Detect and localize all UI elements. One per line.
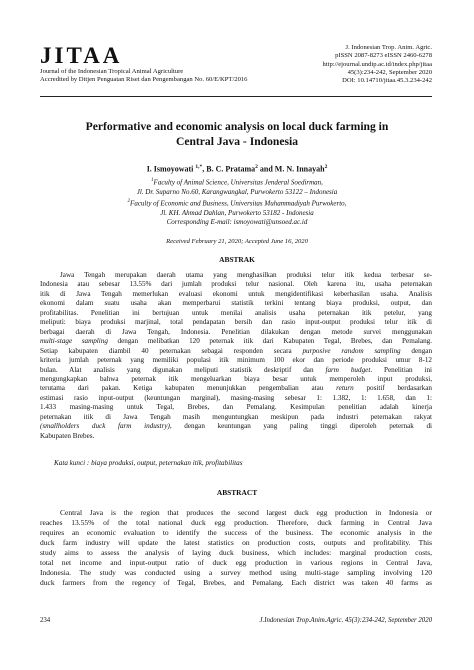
abstract-line: duck farmers from the regency of Tegal, Brebes, and Pemalang. Each district was taken 40 farms as: [40, 578, 432, 587]
accreditation-note: Accredited by Ditjen Penguatan Riset dan Pengembangan No. 60/E/KPT/2016: [40, 76, 248, 84]
footer-journal-reference: J.Indonesian Trop.Anim.Agric. 45(3):234-242, September 2020: [259, 617, 432, 624]
abstrak-line: meliputi: biaya produksi marjinal, total pendapatan bersih dan rasio input-output produksi telur itik di: [40, 318, 432, 327]
abstrak-line: Indonesia atau sebesar 13.55% dari jumlah produksi telur nasional. Oleh karena itu, usaha peternakan: [40, 280, 432, 289]
title-line-1: Performative and economic analysis on local duck farming in: [85, 120, 389, 133]
journal-masthead: [40, 44, 270, 85]
abstract-line: requires an economic evaluation to identify the success of the business. The economic analysis in the: [40, 528, 432, 537]
abstrak-body: [40, 271, 432, 441]
affiliation-1-line-2: Jl. Dr. Suparno No.60, Karangwangkal, Purwokerto 53122 – Indonesia: [136, 187, 338, 196]
issn-line: pISSN 2087-8273 eISSN 2460-6278: [335, 52, 432, 60]
abstrak-line: 1.433 masing-masing untuk Tegal, Brebes, dan Pemalang. Kesimpulan penelitian adalah kinerja: [40, 403, 432, 412]
doi-line[interactable]: DOI: 10.14710/jitaa.45.3.234-242: [342, 77, 432, 85]
journal-name: Journal of the Indonesian Tropical Animal Agriculture: [40, 68, 184, 75]
abstrak-line: (smallholders duck farm industry), dengan keuntungan yang paling tinggi diperoleh peternak di: [40, 422, 432, 431]
abstrak-line: berbagai daerah di Jawa Tengah, Indonesia. Penelitian dilakukan dengan metode survei menggunakan: [40, 327, 432, 336]
author-1-sup: 1,*: [195, 164, 203, 170]
received-accepted-dates: Received February 21, 2020; Accepted June 16, 2020: [166, 238, 308, 245]
journal-logo: JITAA: [40, 43, 123, 68]
abstrak-line: Jawa Tengah merupakan daerah utama yang menghasilkan produksi telur itik kedua terbesar se-: [60, 271, 432, 279]
abstrak-heading: ABSTRAK: [219, 255, 255, 264]
affiliations: [40, 176, 434, 227]
abstrak-line: bulan. Alat analisis yang digunakan meliputi statistik deskriptif dan farm budget. Penelitian ini: [40, 365, 433, 374]
affiliation-2-sup: 2: [127, 198, 131, 204]
abstract-line: duck farm industry will update the latest statistics on production costs, outputs and profitability. This: [40, 538, 432, 547]
article-title: [40, 119, 434, 149]
author-3: and M. N. Innayah: [257, 164, 325, 174]
abstract-line: study aims to assess the analysis of laying duck business, which includes: marginal production costs,: [40, 548, 432, 557]
author-2: , B. C. Pratama: [202, 164, 256, 174]
abstract-line: Indonesia. The study was conducted using a survey method using multi-stage sampling involving 120: [40, 568, 432, 577]
abstract-body: [40, 508, 432, 588]
affiliation-1-line-1: Faculty of Animal Science, Universitas Jenderal Soedirman,: [153, 178, 323, 187]
affiliation-2-line-2: Jl. KH. Ahmad Dahlan, Purwokerto 53182 - Indonesia: [160, 208, 314, 217]
volume-issue: 45(3):234-242, September 2020: [347, 68, 432, 76]
abstract-line: total net income and input-output ratio of duck egg production in various regions in Central Java,: [40, 558, 432, 567]
abstrak-line: Kabupaten Brebes.: [40, 431, 95, 440]
author-3-sup: 2: [324, 164, 328, 170]
affiliation-2-line-1: Faculty of Economic and Business, Universitas Muhammadiyah Purwokerto,: [130, 199, 347, 208]
affiliation-1-sup: 1: [151, 178, 154, 183]
kata-kunci: Kata kunci : biaya produksi, output, peternakan itik, profitabilitas: [54, 459, 243, 467]
abstrak-line: mengungkapkan bahwa peternak itik mengeluarkan biaya besar untuk memperoleh input produksi,: [40, 374, 432, 383]
affiliation-2: [40, 197, 434, 209]
affiliation-1: [40, 176, 434, 188]
journal-info: [322, 44, 432, 85]
corresponding-email: Corresponding E-mail: ismoyowati@unsoed.ac.id: [166, 217, 308, 226]
abstrak-line: peternakan itik di Jawa Tengah masih menguntungkan meskipun pada industri peternakan rakyat: [40, 412, 432, 421]
author-list: [40, 162, 434, 175]
abstrak-line: profitabilitas. Penelitian ini bertujuan untuk menilai analisis usaha peternakan itik petelur, yang: [40, 308, 432, 317]
abstrak-line: terutama dari pakan. Ketiga kabupaten menunjukkan pengembalian atau return positif berdasarkan: [40, 384, 432, 393]
abstrak-line: Setiap kabupaten diambil 40 peternakan sebagai responden secara purposive random sampling dengan: [40, 346, 433, 355]
header-divider: [40, 96, 432, 97]
abstract-line: reaches 13.55% of the total national duck egg production. Therefore, duck farming in Central Java: [40, 518, 432, 527]
page-number: 234: [40, 617, 51, 624]
abstract-line: Central Java is the region that produces the second largest duck egg production in Indonesia or: [60, 508, 432, 517]
abstrak-line: kriteria jumlah peternak yang memiliki populasi itik minimum 100 ekor dan periode produksi umur 8-12: [40, 356, 432, 365]
abstrak-line: ekonomi dalam suatu usaha akan memperbarui statistik terkini tentang biaya produksi, output, dan: [40, 299, 432, 308]
abstrak-line: itik di Jawa Tengah memerlukan evaluasi ekonomi untuk mengidentifikasi keberhasilan usaha. Analisis: [40, 289, 432, 298]
journal-abbrev: J. Indonesian Trop. Anim. Agric.: [345, 44, 432, 51]
abstrak-line: estimasi rasio input-output (keuntungan marginal), masing-masing sebesar 1: 1.382, 1: 1.658, dan 1:: [40, 393, 432, 402]
journal-url[interactable]: http://ejournal.undip.ac.id/index.php/jitaa: [322, 60, 432, 68]
title-line-2: Central Java - Indonesia: [175, 135, 299, 148]
author-2-sup: 2: [255, 164, 258, 170]
author-1: I. Ismoyowati: [146, 164, 196, 174]
abstract-heading: ABSTRACT: [216, 488, 258, 497]
abstrak-line: multi-stage sampling dengan melibatkan 120 peternak itik dari Kabupaten Tegal, Brebes, dan Pemalang.: [40, 337, 432, 346]
